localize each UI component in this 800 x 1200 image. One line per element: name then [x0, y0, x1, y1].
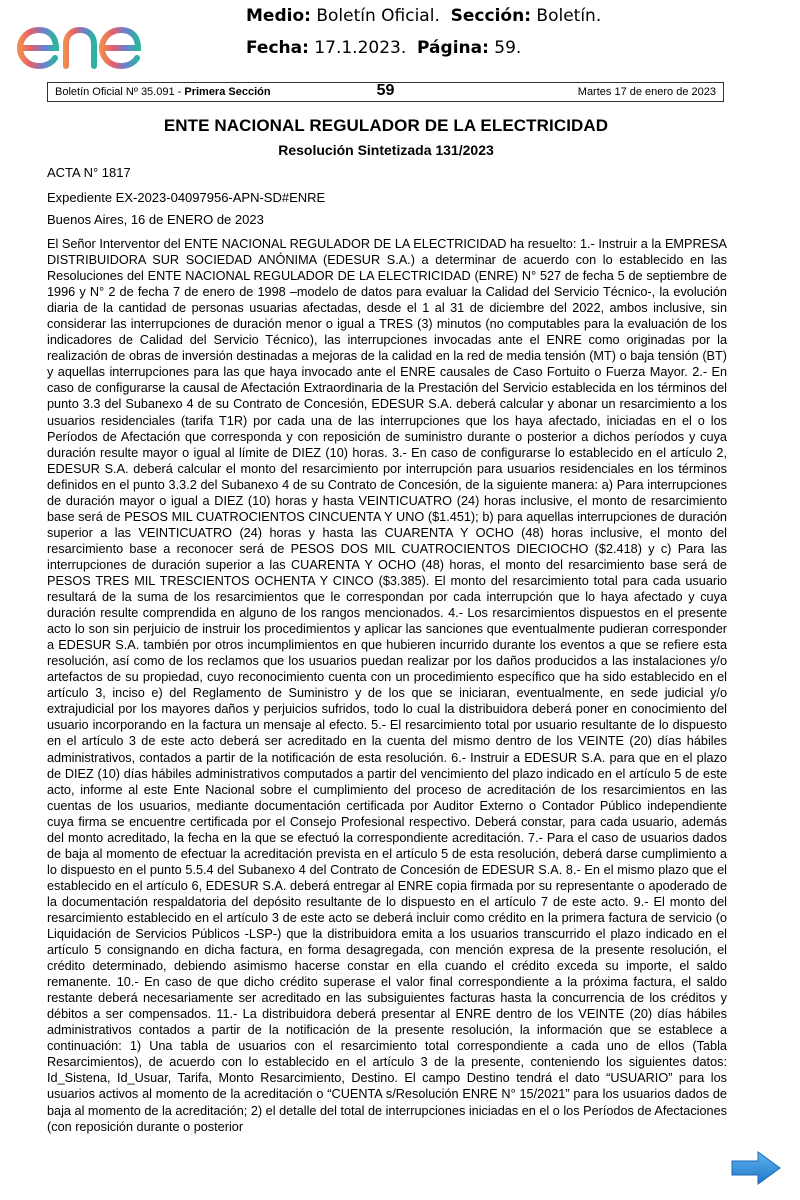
- fecha-value: 17.1.2023.: [308, 38, 407, 58]
- fecha-pagina-row: [246, 38, 601, 58]
- medio-label: Medio:: [246, 6, 311, 26]
- expediente: Expediente EX-2023-04097956-APN-SD#ENRE: [47, 190, 326, 205]
- medio-seccion-row: [246, 6, 601, 26]
- medio-value: Boletín Oficial.: [310, 6, 440, 26]
- document-title: ENTE NACIONAL REGULADOR DE LA ELECTRICIDAD: [163, 116, 609, 135]
- boletin-section: Primera Sección: [184, 86, 271, 98]
- place-date: Buenos Aires, 16 de ENERO de 2023: [47, 212, 264, 227]
- resolution-body: El Señor Interventor del ENTE NACIONAL REGULADOR DE LA ELECTRICIDAD ha resuelto: 1.- Instruir a la EMPRESA DISTRIBUIDORA SUR SOCIEDAD ANÓNIMA (EDESUR S.A.) a determinar de acuerdo con lo establecido en las Resoluciones del ENTE NACIONAL REGULADOR DE LA ELECTRICIDAD (ENRE) N° 527 de fecha 5 de septiembre de 1996 y N° 2 de fecha 7 de enero de 1998 –modelo de datos para evaluar la Calidad del Servicio Técnico-, la evolución diaria de la cantidad de personas usuarias afectadas, desde el 1 al 31 de diciembre del 2022, ambos inclusive, sin considerar las interrupciones de duración menor o igual a TRES (3) minutos (no computables para la evaluación de los indicadores de Calidad del Servicio Técnico), las interrupciones invocadas ante el ENRE como originadas por la realización de obras de inversión destinadas a mejoras de la calidad en la red de media tensión (MT) o baja tensión (BT) y aquellas interrupciones para las que haya invocado ante el ENRE causales de Caso Fortuito o Fuerza Mayor. 2.- En caso de configurarse la causal de Afectación Extraordinaria de la Prestación del Servicio establecida en los términos del punto 3.3 del Subanexo 4 de su Contrato de Concesión, EDESUR S.A. deberá calcular y abonar un resarcimiento a los usuarios residenciales (tarifa T1R) por cada una de las interrupciones que los haya afectado, iniciadas en el o los Períodos de Afectación que corresponda y con reposición de suministro durante o posterior a dichos períodos y cuya duración resulte mayor o igual al límite de DIEZ (10) horas. 3.- En caso de configurarse lo establecido en el artículo 2, EDESUR S.A. deberá calcular el monto del resarcimiento por interrupción para usuarios residenciales en los términos definidos en el punto 3.3.2 del Subanexo 4 de su Contrato de Concesión, de la siguiente manera: a) Para interrupciones de duración mayor o igual a DIEZ (10) horas y hasta VEINTICUATRO (24) horas inclusive, el monto de resarcimiento base será de PESOS MIL CUATROCIENTOS CINCUENTA Y UNO ($1.451); b) para aquellas interrupciones de duración superior a las VEINTICUATRO (24) horas y hasta las CUARENTA Y OCHO (48) horas inclusive, el monto del resarcimiento base a reconocer será de PESOS DOS MIL CUATROCIENTOS DIECIOCHO ($2.418) y c) Para las interrupciones de duración superior a las CUARENTA Y OCHO (48) horas, el monto del resarcimiento base será de PESOS TRES MIL TRESCIENTOS OCHENTA Y CINCO ($3.385). El monto del resarcimiento total para cada usuario resultará de la suma de los resarcimientos que le correspondan por cada interrupción que lo haya afectado y cuya duración resulte comprendida en alguno de los rangos mencionados. 4.- Los resarcimientos dispuestos en el presente acto lo son sin perjuicio de instruir los procedimientos y aplicar las sanciones que eventualmente pudieran corresponder a EDESUR S.A. también por otros incumplimientos en que hubieren incurrido durante los eventos a que se refiere esta resolución, así como de los reclamos que los usuarios puedan realizar por los daños producidos a las instalaciones y/o artefactos de su propiedad, cuyo reconocimiento cuenta con un procedimiento específico que ha sido establecido en el artículo 3, inciso e) del Reglamento de Suministro y de los que se iniciaran, eventualmente, en sede judicial y/o extrajudicial por los mayores daños y perjuicios sufridos, todo lo cual la distribuidora deberá poner en conocimiento del usuario incorporando en la factura un mensaje al efecto. 5.- El resarcimiento total por usuario resultante de lo dispuesto en el artículo 3 de este acto deberá ser acreditado en la cuenta del mismo dentro de los VEINTE (20) días hábiles administrativos, contados a partir de la notificación de esta resolución. 6.- Instruir a EDESUR S.A. para que en el plazo de DIEZ (10) días hábiles administrativos computados a partir del vencimiento del plazo indicado en el artículo 5 de este acto, informe al este Ente Nacional sobre el cumplimiento del proceso de acreditación de los resarcimientos en las cuentas de los usuarios, mediante documentación certificada por Auditor Externo o Contador Público independiente cuya firma se encuentre certificada por el Consejo Profesional respectivo. Deberá constar, para cada usuario, además del monto acreditado, la fecha en la que se efectuó la correspondiente acreditación. 7.- Para el caso de usuarios dados de baja al momento de efectuar la acreditación prevista en el artículo 5 de esta resolución, deberá darse cumplimiento a lo dispuesto en el punto 5.5.4 del Subanexo 4 del Contrato de Concesión de EDESUR S.A. 8.- En el mismo plazo que el establecido en el artículo 6, EDESUR S.A. deberá entregar al ENRE copia firmada por su representante o apoderado de la documentación respaldatoria del depósito resultante de lo dispuesto en el artículo 7 de este acto. 9.- El monto del resarcimiento establecido en el artículo 3 de este acto se deberá incluir como crédito en la primera factura de servicio (o Liquidación de Servicios Públicos -LSP-) que la distribuidora emita a los usuarios transcurrido el plazo indicado en el artículo 5 consignando en dicha factura, en forma desagregada, con mención expresa de la presente resolución, el crédito determinado, debiendo asimismo hacerse constar en ella cuando el crédito exceda su importe, el saldo remanente. 10.- En caso de que dicho crédito superase el valor final correspondiente a la próxima factura, el saldo restante deberá necesariamente ser acreditado en las subsiguientes facturas hasta la concurrencia de los créditos y débitos a ser compensados. 11.- La distribuidora deberá presentar al ENRE dentro de los VEINTE (20) días hábiles administrativos contados a partir de la notificación de la presente resolución, la información que se establece a continuación: 1) Una tabla de usuarios con el resarcimiento total correspondiente a cada uno de ellos (Tabla Resarcimientos), de acuerdo con lo establecido en el artículo 3 de la presente, conteniendo los siguientes datos: Id_Sistena, Id_Usuar, Tarifa, Monto Resarcimiento, Destino. El campo Destino tendrá el dato “USUARIO” para los usuarios activos al momento de la acreditación o “CUENTA s/Resolución ENRE N° 15/2021” para los usuarios dados de baja al momento de la acreditación; 2) el detalle del total de interrupciones iniciadas en el o los Períodos de Afectaciones (con reposición durante o posterior: [47, 237, 727, 1134]
- pagina-label: Página:: [417, 38, 489, 58]
- boletin-header: [47, 82, 724, 102]
- page-number: 59: [376, 82, 395, 99]
- boletin-issue-prefix: Boletín Oficial Nº 35.091 -: [55, 86, 185, 98]
- clipping-metadata: [246, 6, 601, 70]
- pagina-value: 59.: [488, 38, 522, 58]
- boletin-date: Martes 17 de enero de 2023: [577, 86, 716, 98]
- seccion-label: Sección:: [450, 6, 531, 26]
- enel-logo: [16, 14, 168, 70]
- acta-number: ACTA N° 1817: [47, 165, 131, 180]
- seccion-value: Boletín.: [531, 6, 602, 26]
- document-subtitle: Resolución Sintetizada 131/2023: [278, 142, 494, 158]
- arrow-right-icon: [730, 1150, 782, 1186]
- next-page-button[interactable]: [730, 1150, 782, 1186]
- fecha-label: Fecha:: [246, 38, 309, 58]
